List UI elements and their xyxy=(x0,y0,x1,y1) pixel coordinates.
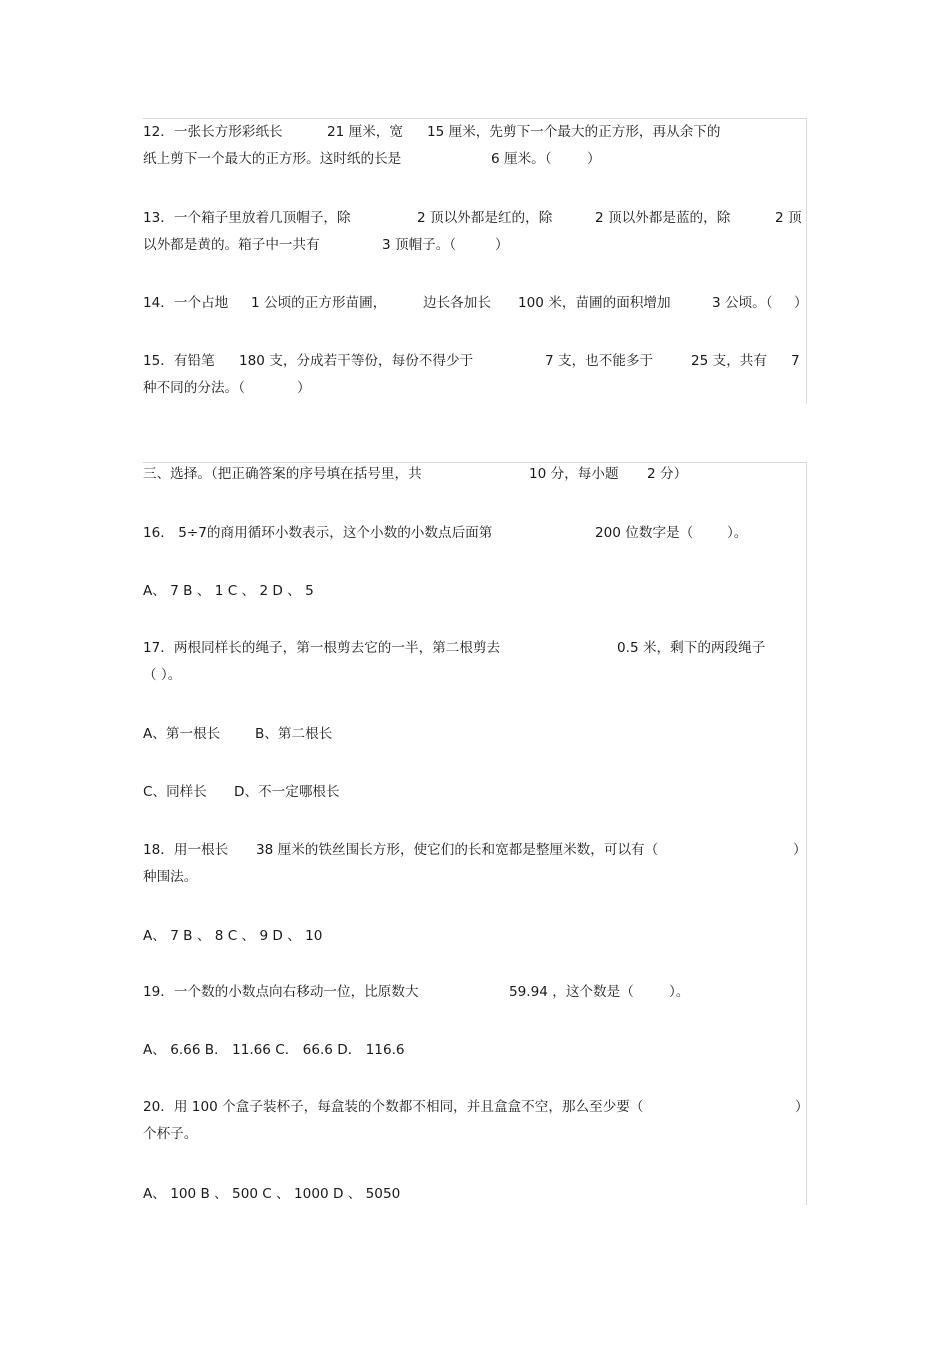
text-segment: 15 厘米，先剪下一个最大的正方形，再从余下的 xyxy=(427,124,721,140)
text-segment: ）。 xyxy=(669,984,690,1000)
text-segment: ） xyxy=(793,842,807,858)
text-line xyxy=(143,925,806,947)
text-segment: （ ）。 xyxy=(143,667,182,683)
text-segment: 12．一张长方形彩纸长 xyxy=(143,124,283,140)
text-segment: 1 公顷的正方形苗圃， xyxy=(251,295,387,311)
text-segment: 100 米，苗圃的面积增加 xyxy=(518,295,671,311)
text-segment: 180 支，分成若干等份，每份不得少于 xyxy=(239,353,474,369)
text-line xyxy=(143,207,806,229)
text-segment: 2 顶 xyxy=(775,210,802,226)
text-segment: 2 分） xyxy=(647,466,688,482)
text-segment: 2 顶以外都是红的，除 xyxy=(417,210,553,226)
text-line xyxy=(143,981,806,1003)
text-segment: 38 厘米的铁丝围长方形，使它们的长和宽都是整厘米数，可以有（ xyxy=(256,842,659,858)
text-segment: ）。 xyxy=(727,525,748,541)
question-frame-multiple-choice xyxy=(143,462,807,1205)
text-segment: 6 厘米。（ xyxy=(491,151,552,167)
text-line xyxy=(143,148,806,170)
text-segment: 15．有铅笔 xyxy=(143,353,215,369)
text-segment: 7 支，也不能多于 xyxy=(545,353,654,369)
text-segment: 2 顶以外都是蓝的，除 xyxy=(595,210,731,226)
text-segment: 以外都是黄的。箱子中一共有 xyxy=(143,237,320,253)
text-segment: ） xyxy=(495,237,509,253)
text-segment: ） xyxy=(794,295,808,311)
text-segment: 7 xyxy=(791,353,800,369)
text-line xyxy=(143,121,806,143)
text-line xyxy=(143,1039,806,1061)
text-line xyxy=(143,1123,806,1145)
text-line xyxy=(143,234,806,256)
text-line xyxy=(143,723,806,745)
text-line xyxy=(143,377,806,399)
text-segment: D、不一定哪根长 xyxy=(234,784,340,800)
text-segment: C、同样长 xyxy=(143,784,207,800)
text-segment: ） xyxy=(587,151,601,167)
text-segment: A、 7 B 、 8 C 、 9 D 、 10 xyxy=(143,928,323,944)
text-line xyxy=(143,664,806,686)
text-segment: 0.5 米，剩下的两段绳子 xyxy=(617,640,766,656)
text-line xyxy=(143,1096,809,1118)
text-line xyxy=(143,292,806,314)
text-segment: A、 100 B 、 500 C 、 1000 D 、 5050 xyxy=(143,1186,401,1202)
text-segment: 21 厘米，宽 xyxy=(327,124,403,140)
text-line xyxy=(143,1183,806,1205)
text-line xyxy=(143,866,806,888)
text-segment: A、 7 B 、 1 C 、 2 D 、 5 xyxy=(143,583,314,599)
text-segment: 25 支，共有 xyxy=(691,353,767,369)
text-segment: 13．一个箱子里放着几顶帽子，除 xyxy=(143,210,351,226)
text-segment: 14．一个占地 xyxy=(143,295,229,311)
text-line xyxy=(143,350,806,372)
text-segment: 200 位数字是（ xyxy=(595,525,694,541)
text-segment: ） xyxy=(795,1099,809,1115)
text-segment: 17．两根同样长的绳子，第一根剪去它的一半，第二根剪去 xyxy=(143,640,501,656)
text-segment: 种不同的分法。（ xyxy=(143,380,245,396)
text-segment: 3 顶帽子。（ xyxy=(382,237,457,253)
text-line xyxy=(143,580,806,602)
text-segment: 边长各加长 xyxy=(423,295,491,311)
text-segment: A、 6.66 B． 11.66 C． 66.6 D． 116.6 xyxy=(143,1042,405,1058)
text-line xyxy=(143,463,806,485)
text-segment: 16． 5÷7的商用循环小数表示，这个小数的小数点后面第 xyxy=(143,525,493,541)
text-segment: 20．用 100 个盒子装杯子，每盒装的个数都不相同，并且盒盒不空，那么至少要（ xyxy=(143,1099,644,1115)
text-segment: 三、选择。（把正确答案的序号填在括号里，共 xyxy=(143,466,422,482)
text-segment: A、第一根长 xyxy=(143,726,221,742)
text-segment: ） xyxy=(297,380,311,396)
text-line xyxy=(143,839,806,861)
text-segment: 59.94 ，这个数是（ xyxy=(509,984,634,1000)
text-segment: B、第二根长 xyxy=(255,726,333,742)
text-line xyxy=(143,637,806,659)
text-segment: 纸上剪下一个最大的正方形。这时纸的长是 xyxy=(143,151,402,167)
text-line xyxy=(143,781,806,803)
text-line xyxy=(143,522,806,544)
text-segment: 18．用一根长 xyxy=(143,842,229,858)
text-segment: 10 分，每小题 xyxy=(529,466,619,482)
text-segment: 种围法。 xyxy=(143,869,198,885)
text-segment: 19．一个数的小数点向右移动一位，比原数大 xyxy=(143,984,419,1000)
text-segment: 3 公顷。（ xyxy=(712,295,773,311)
text-segment: 个杯子。 xyxy=(143,1126,198,1142)
